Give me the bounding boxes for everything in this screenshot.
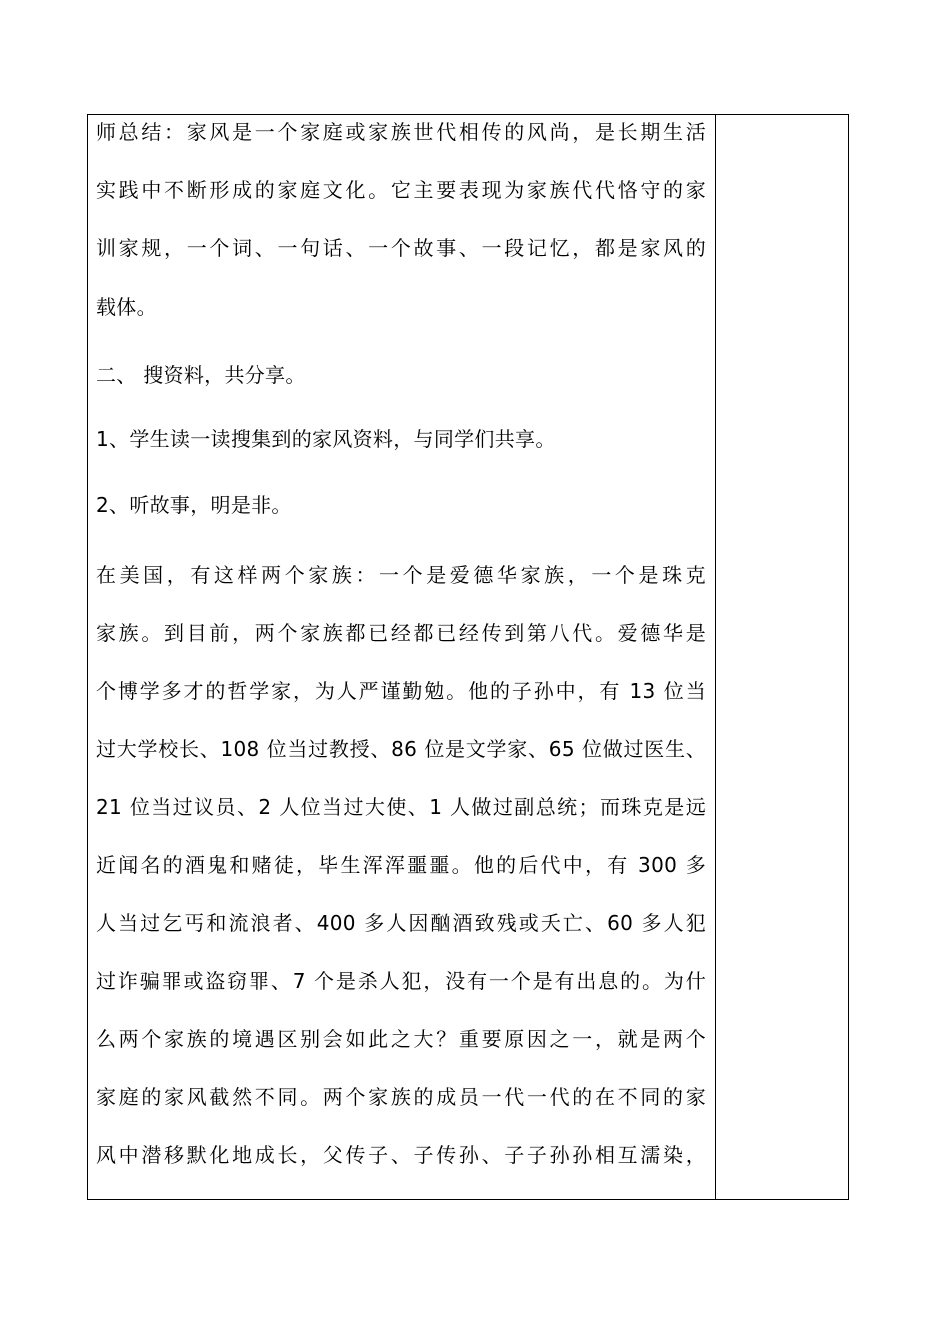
text-line: 在美国，有这样两个家族：一个是爱德华家族，一个是珠克	[96, 563, 706, 587]
table-column-divider	[715, 114, 716, 1200]
text-line: 家庭的家风截然不同。两个家族的成员一代一代的在不同的家	[96, 1085, 706, 1109]
text-line: 训家规，一个词、一句话、一个故事、一段记忆，都是家风的	[96, 236, 706, 260]
text-line: 载体。	[96, 295, 157, 319]
text-line: 个博学多才的哲学家，为人严谨勤勉。他的子孙中，有 13 位当	[96, 679, 706, 703]
list-item: 1、学生读一读搜集到的家风资料，与同学们共享。	[96, 427, 556, 451]
text-line: 师总结：家风是一个家庭或家族世代相传的风尚，是长期生活	[96, 120, 706, 144]
text-line: 近闻名的酒鬼和赌徒，毕生浑浑噩噩。他的后代中，有 300 多	[96, 853, 706, 877]
text-line: 么两个家族的境遇区别会如此之大？重要原因之一，就是两个	[96, 1027, 706, 1051]
text-line: 人当过乞丐和流浪者、400 多人因酗酒致残或夭亡、60 多人犯	[96, 911, 706, 935]
text-line: 实践中不断形成的家庭文化。它主要表现为家族代代恪守的家	[96, 178, 706, 202]
text-line: 过诈骗罪或盗窃罪、7 个是杀人犯，没有一个是有出息的。为什	[96, 969, 706, 993]
text-line: 风中潜移默化地成长，父传子、子传孙、子子孙孙相互濡染，	[96, 1143, 706, 1167]
section-heading: 二、 搜资料，共分享。	[96, 363, 306, 387]
text-line: 家族。到目前，两个家族都已经都已经传到第八代。爱德华是	[96, 621, 706, 645]
text-line: 过大学校长、108 位当过教授、86 位是文学家、65 位做过医生、	[96, 737, 706, 761]
list-item: 2、听故事，明是非。	[96, 493, 292, 517]
text-line: 21 位当过议员、2 人位当过大使、1 人做过副总统；而珠克是远	[96, 795, 706, 819]
